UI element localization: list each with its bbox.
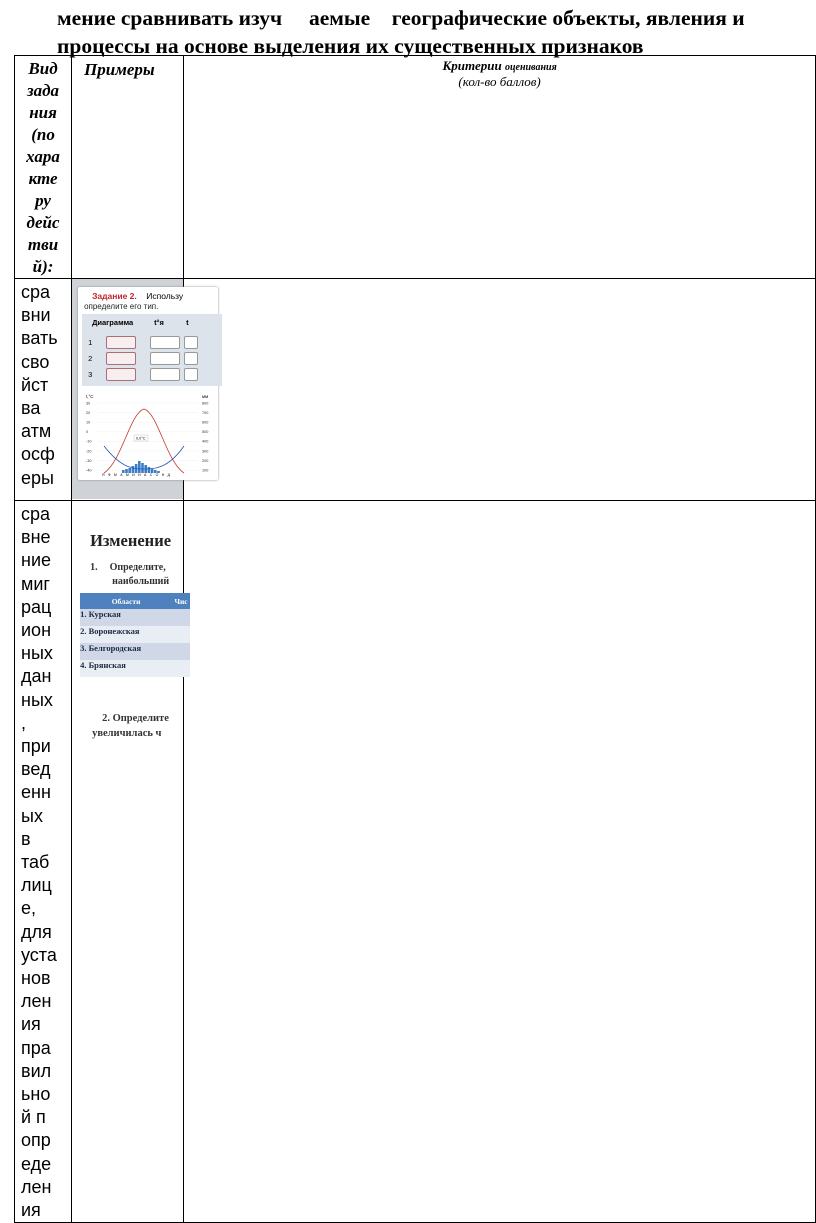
diagram-thumbnail[interactable]: [106, 352, 136, 365]
answer-input[interactable]: [150, 368, 180, 381]
action-text-line: ,: [21, 712, 27, 733]
action-text-line: й п: [21, 1107, 46, 1128]
action-text-line: лен: [21, 991, 52, 1012]
header-vid-line: Вид: [28, 59, 58, 78]
y-tick-left: 20: [86, 410, 91, 415]
region-name: 4. Брянская: [80, 660, 172, 677]
action-text-line: вед: [21, 759, 51, 780]
header-criteria: [184, 56, 816, 279]
y-tick-left: -10: [86, 439, 92, 444]
header-vid-line: ния: [29, 103, 57, 122]
criteria-subtitle: (кол-во баллов): [458, 74, 541, 89]
y-tick-left: 30: [86, 401, 91, 406]
action-text-line: уста: [21, 944, 57, 965]
action-text-line: дан: [21, 666, 52, 687]
answer-input[interactable]: [184, 352, 198, 365]
example-cell: [72, 501, 188, 1223]
answer-grid: [82, 314, 222, 386]
table-header-row: [15, 56, 816, 279]
unit-right-label: мм: [202, 394, 209, 399]
action-text-line: ия: [21, 1200, 41, 1221]
column-header-number: Чис: [172, 593, 190, 609]
header-vid-line: зада: [26, 81, 60, 100]
task-screenshot: [72, 279, 209, 499]
question-2: 2. Определите увеличилась ч: [92, 713, 169, 739]
task-screenshot: [72, 501, 188, 739]
task-card: [78, 287, 218, 480]
header-vid-line: й):: [32, 257, 54, 276]
action-text-line: для: [21, 921, 52, 942]
action-text-line: пра: [21, 1037, 51, 1058]
action-text-line: рац: [21, 596, 52, 617]
action-text-line: в: [21, 828, 31, 849]
action-text-line: ние: [21, 550, 52, 571]
y-tick-right: 600: [202, 420, 209, 425]
action-text-line: сра: [21, 504, 51, 524]
table-row: [15, 501, 816, 1223]
task-title: Задание 2. Использу: [92, 291, 184, 301]
region-name: 1. Курская: [80, 609, 172, 626]
action-cell: [15, 501, 72, 1223]
table-row: [80, 643, 190, 660]
y-tick-right: 700: [202, 410, 209, 415]
y-tick-right: 500: [202, 430, 209, 435]
action-text-line: при: [21, 736, 51, 757]
criteria-cell: [184, 279, 816, 501]
grid-header-t1: t°я: [154, 318, 164, 327]
heading-line-1: мение сравнивать изуч аемые географические объекты, явления и: [57, 6, 745, 30]
action-text-line: ьно: [21, 1084, 51, 1105]
header-task-type: [15, 56, 72, 279]
action-text-line: ных: [21, 643, 53, 664]
criteria-title: Критерии оценивания: [442, 58, 557, 73]
answer-input[interactable]: [184, 368, 198, 381]
y-tick-right: 400: [202, 439, 209, 444]
region-name: 2. Воронежская: [80, 626, 172, 643]
grid-row-number: 2: [88, 354, 93, 363]
y-tick-right: 800: [202, 401, 209, 406]
table-row: [80, 660, 190, 677]
diagram-thumbnail[interactable]: [106, 368, 136, 381]
example-cell: [72, 279, 209, 501]
grid-row-number: 3: [88, 370, 93, 379]
region-name: 3. Белгородская: [80, 643, 172, 660]
action-cell: [15, 279, 72, 501]
y-tick-left: -30: [86, 458, 92, 463]
diagram-thumbnail[interactable]: [106, 336, 136, 349]
grid-header-diagram: Диаграмма: [92, 318, 134, 327]
column-header-region: Области: [80, 593, 172, 609]
y-tick-right: 100: [202, 468, 209, 473]
y-tick-right: 300: [202, 449, 209, 454]
migration-table: [80, 593, 190, 677]
header-vid-line: кте: [28, 169, 58, 188]
action-text-line: ных: [21, 689, 53, 710]
answer-input[interactable]: [150, 352, 180, 365]
action-text-line: атм: [21, 421, 52, 442]
action-text-line: вни: [21, 305, 51, 326]
action-text: [15, 279, 71, 490]
action-text-line: енн: [21, 782, 51, 803]
y-tick-left: 10: [86, 420, 91, 425]
action-text-line: лиц: [21, 875, 52, 896]
migration-task-title: Изменение: [90, 531, 172, 550]
unit-left-label: t,°С: [86, 394, 94, 399]
action-text-line: сра: [21, 282, 51, 302]
action-text-line: е,: [21, 898, 37, 919]
header-vid-line: (по: [31, 125, 55, 144]
action-text-line: ия: [21, 1014, 41, 1035]
action-text-line: осф: [21, 444, 55, 465]
action-text-line: ион: [21, 620, 52, 641]
action-text-line: нов: [21, 968, 51, 989]
action-text-line: еры: [21, 467, 54, 488]
header-vid-line: дейс: [26, 213, 60, 232]
action-text: [15, 501, 71, 1222]
action-text-line: йст: [21, 374, 49, 395]
precipitation-bar: [141, 463, 144, 473]
action-text-line: вне: [21, 527, 51, 548]
header-vid-line: тви: [27, 235, 59, 254]
page-heading: [57, 4, 797, 60]
action-text-line: вил: [21, 1060, 52, 1081]
month-labels: Я Ф М А М И И А С О Н Д: [102, 473, 172, 477]
assessment-table: [14, 55, 816, 1223]
action-text-line: таб: [21, 852, 50, 873]
precipitation-bar: [132, 466, 135, 473]
header-examples-label: Примеры: [84, 60, 155, 79]
header-vid-line: хара: [26, 147, 60, 166]
action-text-line: еде: [21, 1153, 52, 1174]
table-row: [80, 609, 190, 626]
grid-row-number: 1: [88, 338, 93, 347]
answer-input[interactable]: [184, 336, 198, 349]
y-tick-left: -20: [86, 449, 92, 454]
header-examples: [72, 56, 184, 279]
climate-diagram: [82, 391, 222, 477]
question-1: 1. Определите, наибольший: [90, 562, 170, 587]
y-tick-left: -40: [86, 468, 92, 473]
table-row: [80, 626, 190, 643]
criteria-cell: [184, 501, 816, 1223]
header-vid-line: ру: [35, 191, 51, 210]
grid-header-t2: t: [186, 318, 189, 327]
action-text-line: сво: [21, 351, 50, 372]
precipitation-bar: [138, 461, 141, 473]
action-text-line: вать: [21, 328, 58, 349]
task-subtitle: определите его тип.: [84, 302, 159, 311]
heading-line-2: процессы на основе выделения их существенных признаков: [57, 34, 644, 58]
action-text-line: лен: [21, 1176, 52, 1197]
action-text-line: ых: [21, 805, 43, 826]
answer-input[interactable]: [150, 336, 180, 349]
chart-center-label: 0,0°С: [136, 436, 146, 441]
y-tick-right: 200: [202, 458, 209, 463]
action-text-line: миг: [21, 573, 50, 594]
table-row: [15, 279, 816, 501]
action-text-line: ва: [21, 398, 41, 419]
action-text-line: опр: [21, 1130, 51, 1151]
y-tick-left: 0: [86, 430, 89, 435]
